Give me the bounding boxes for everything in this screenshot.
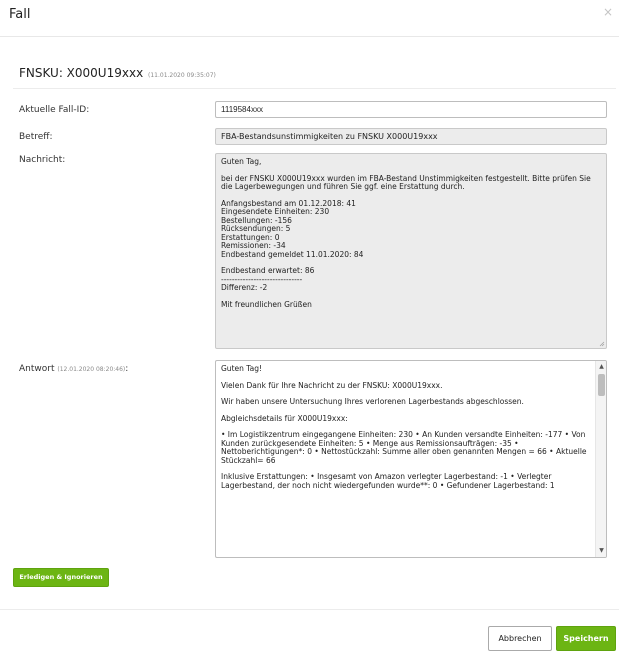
answer-refund-line: • Verlegter Lagerbestand, der noch nicht wiedergefunden wurde**: 0 — [221, 472, 552, 490]
answer-thanks: Vielen Dank für Ihre Nachricht zu der FNSKU: X000U19xxx. — [221, 380, 443, 390]
answer-detail-line: • An Kunden versandte Einheiten: -177 — [415, 430, 563, 439]
answer-detail-line: • Aktuelle Stückzahl= 66 — [221, 447, 587, 465]
message-inventory-lines — [221, 200, 601, 260]
message-line: Endbestand gemeldet 11.01.2020: 84 — [221, 249, 364, 259]
cancel-button[interactable]: Abbrechen — [488, 626, 552, 651]
answer-refunds-title: Inklusive Erstattungen: — [221, 472, 308, 481]
message-closing: Mit freundlichen Grüßen — [221, 299, 312, 309]
message-expected: Endbestand erwartet: 86 — [221, 266, 315, 275]
message-difference: Differenz: -2 — [221, 283, 268, 292]
modal-header — [0, 0, 619, 37]
message-line: Bestellungen: -156 — [221, 215, 292, 225]
resize-grip-icon[interactable] — [599, 341, 605, 347]
subject-field: FBA-Bestandsunstimmigkeiten zu FNSKU X000U19xxx — [215, 128, 607, 145]
answer-refunds — [221, 473, 592, 490]
message-separator: ------------------------------ — [221, 274, 303, 284]
answer-details-title: Abgleichsdetails für X000U19xxx: — [221, 413, 348, 423]
answer-detail-line: • Menge aus Remissionsaufträgen: -35 — [365, 438, 512, 448]
fnsku-title: FNSKU: X000U19xxx — [19, 66, 144, 80]
answer-status: Wir haben unsere Untersuchung Ihres verlorenen Lagerbestands abgeschlossen. — [221, 397, 524, 406]
message-line: Eingesendete Einheiten: 230 — [221, 207, 330, 216]
answer-detail-line: • Nettostückzahl: Summe aller oben genannten Mengen = 66 — [314, 447, 547, 456]
modal-title: Fall — [9, 7, 31, 22]
fnsku-heading — [19, 66, 216, 80]
scroll-up-icon[interactable]: ▲ — [599, 363, 604, 370]
answer-scrollbar[interactable] — [595, 361, 606, 557]
answer-details — [221, 431, 592, 465]
answer-detail-line: • Im Logistikzentrum eingegangene Einheiten: 230 — [221, 430, 413, 439]
message-line: Remissionen: -34 — [221, 241, 286, 250]
answer-greeting: Guten Tag! — [221, 364, 262, 373]
message-summary — [221, 267, 601, 293]
divider — [13, 88, 616, 89]
case-id-input[interactable] — [215, 101, 607, 118]
close-icon[interactable]: × — [602, 5, 613, 19]
answer-timestamp: (12.01.2020 08:20:46) — [57, 366, 126, 373]
answer-label — [19, 364, 128, 374]
scrollbar-thumb[interactable] — [598, 374, 605, 396]
save-button[interactable]: Speichern — [556, 626, 616, 651]
answer-refund-line: • Insgesamt von Amazon verlegter Lagerbestand: -1 — [310, 472, 508, 481]
resolve-ignore-button[interactable]: Erledigen & Ignorieren — [13, 568, 109, 587]
answer-label-colon: : — [125, 364, 129, 374]
message-label: Nachricht: — [19, 155, 66, 165]
fnsku-timestamp: (11.01.2020 09:35:07) — [148, 72, 216, 79]
answer-label-text: Antwort — [19, 364, 55, 374]
answer-detail-line: • Nettoberichtigungen*: 0 — [221, 438, 519, 456]
message-line: Anfangsbestand am 01.12.2018: 41 — [221, 198, 356, 208]
case-id-label: Aktuelle Fall-ID: — [19, 105, 90, 115]
subject-label: Betreff: — [19, 132, 53, 142]
message-line: Rücksendungen: 5 — [221, 224, 291, 233]
message-intro: bei der FNSKU X000U19xxx wurden im FBA-Bestand Unstimmigkeiten festgestellt. Bitte prüfen Sie die Lagerbewegungen und führen Sie ggf. eine Erstattung durch. — [221, 173, 591, 191]
message-greeting: Guten Tag, — [221, 157, 262, 166]
answer-content — [216, 361, 606, 502]
scroll-down-icon[interactable]: ▼ — [599, 547, 604, 554]
footer-divider — [0, 609, 619, 610]
answer-textarea[interactable] — [215, 360, 607, 558]
answer-detail-line: • Von Kunden zurückgesendete Einheiten: 5 — [221, 430, 586, 448]
message-textarea — [215, 153, 607, 349]
message-line: Erstattungen: 0 — [221, 232, 280, 242]
answer-refund-line: • Gefundener Lagerbestand: 1 — [439, 480, 555, 490]
